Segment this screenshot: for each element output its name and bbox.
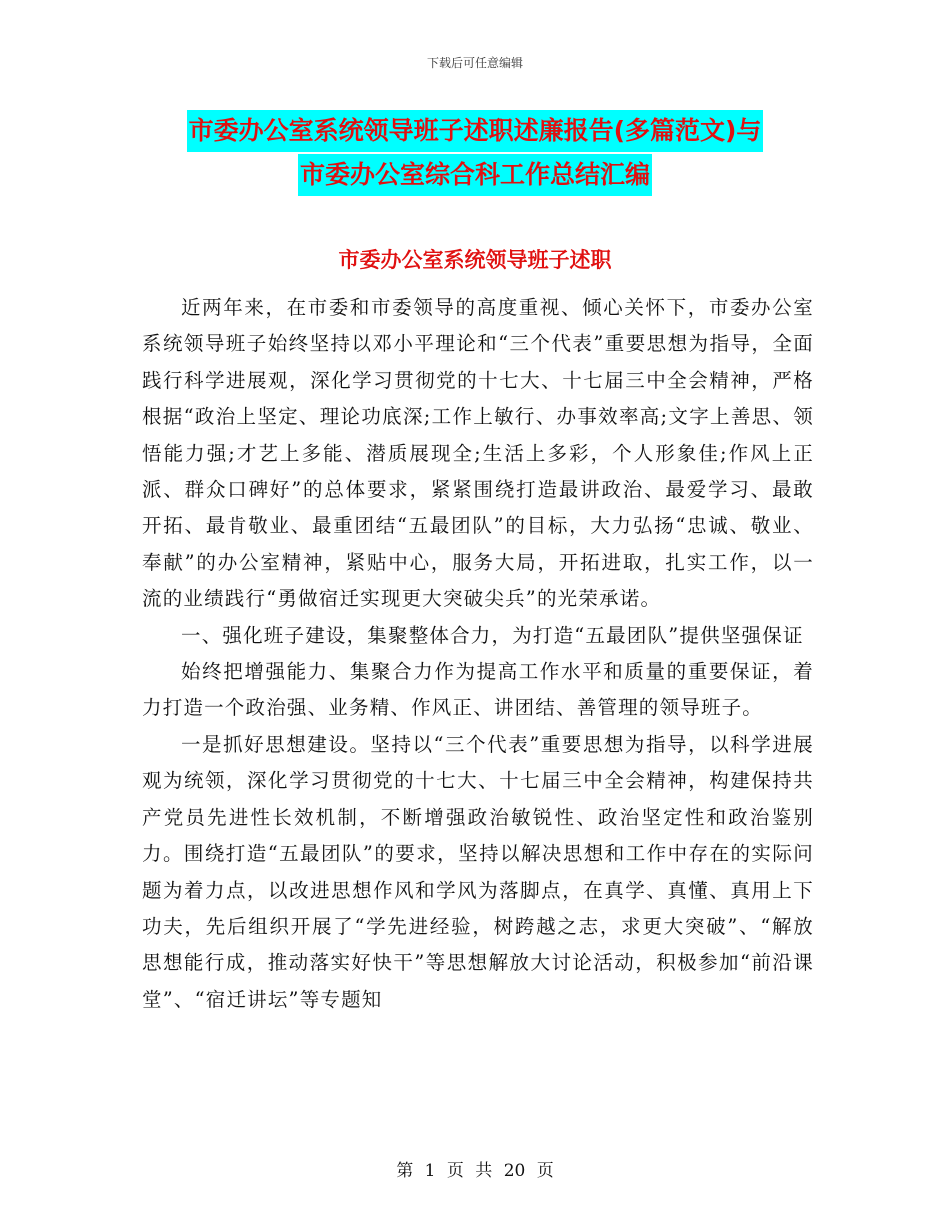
page-footer: 第 1 页 共 20 页: [396, 1161, 554, 1181]
document-title-line-1: [0, 110, 950, 152]
document-body: [142, 290, 814, 1018]
paragraph-intro: 近两年来，在市委和市委领导的高度重视、倾心关怀下，市委办公室系统领导班子始终坚持以邓小平理论和“三个代表”重要思想为指导，全面践行科学进展观，深化学习贯彻党的十七大、十七届三中全会精神，严格根据“政治上坚定、理论功底深;工作上敏行、办事效率高;文字上善思、领悟能力强;才艺上多能、潜质展现全;生活上多彩，个人形象佳;作风上正派、群众口碑好”的总体要求，紧紧围绕打造最讲政治、最爱学习、最敢开拓、最肯敬业、最重团结“五最团队”的目标，大力弘扬“忠诚、敬业、奉献”的办公室精神，紧贴中心，服务大局，开拓进取，扎实工作，以一流的业绩践行“勇做宿迁实现更大突破尖兵”的光荣承诺。: [142, 296, 814, 611]
title-line-1-text: 市委办公室系统领导班子述职述廉报告(多篇范文)与: [187, 110, 764, 152]
paragraph-heading-1: 一、强化班子建设，集聚整体合力，为打造“五最团队”提供坚强保证: [181, 623, 804, 647]
title-line-2-text: 市委办公室综合科工作总结汇编: [298, 154, 652, 196]
paragraph-3: 一是抓好思想建设。坚持以“三个代表”重要思想为指导，以科学进展观为统领，深化学习贯彻党的十七大、十七届三中全会精神，构建保持共产党员先进性长效机制，不断增强政治敏锐性、政治坚定性和政治鉴别力。围绕打造“五最团队”的要求，坚持以解决思想和工作中存在的实际问题为着力点，以改进思想作风和学风为落脚点，在真学、真懂、真用上下功夫，先后组织开展了“学先进经验，树跨越之志，求更大突破”、“解放思想能行成，推动落实好快干”等思想解放大讨论活动，积极参加“前沿课堂”、“宿迁讲坛”等专题知: [142, 732, 814, 1011]
section-title: 市委办公室系统领导班子述职: [338, 248, 612, 272]
header-note: 下载后可任意编辑: [426, 56, 523, 70]
paragraph-2: 始终把增强能力、集聚合力作为提高工作水平和质量的重要保证，着力打造一个政治强、业务精、作风正、讲团结、善管理的领导班子。: [142, 660, 814, 720]
document-title-line-2: [0, 154, 950, 196]
